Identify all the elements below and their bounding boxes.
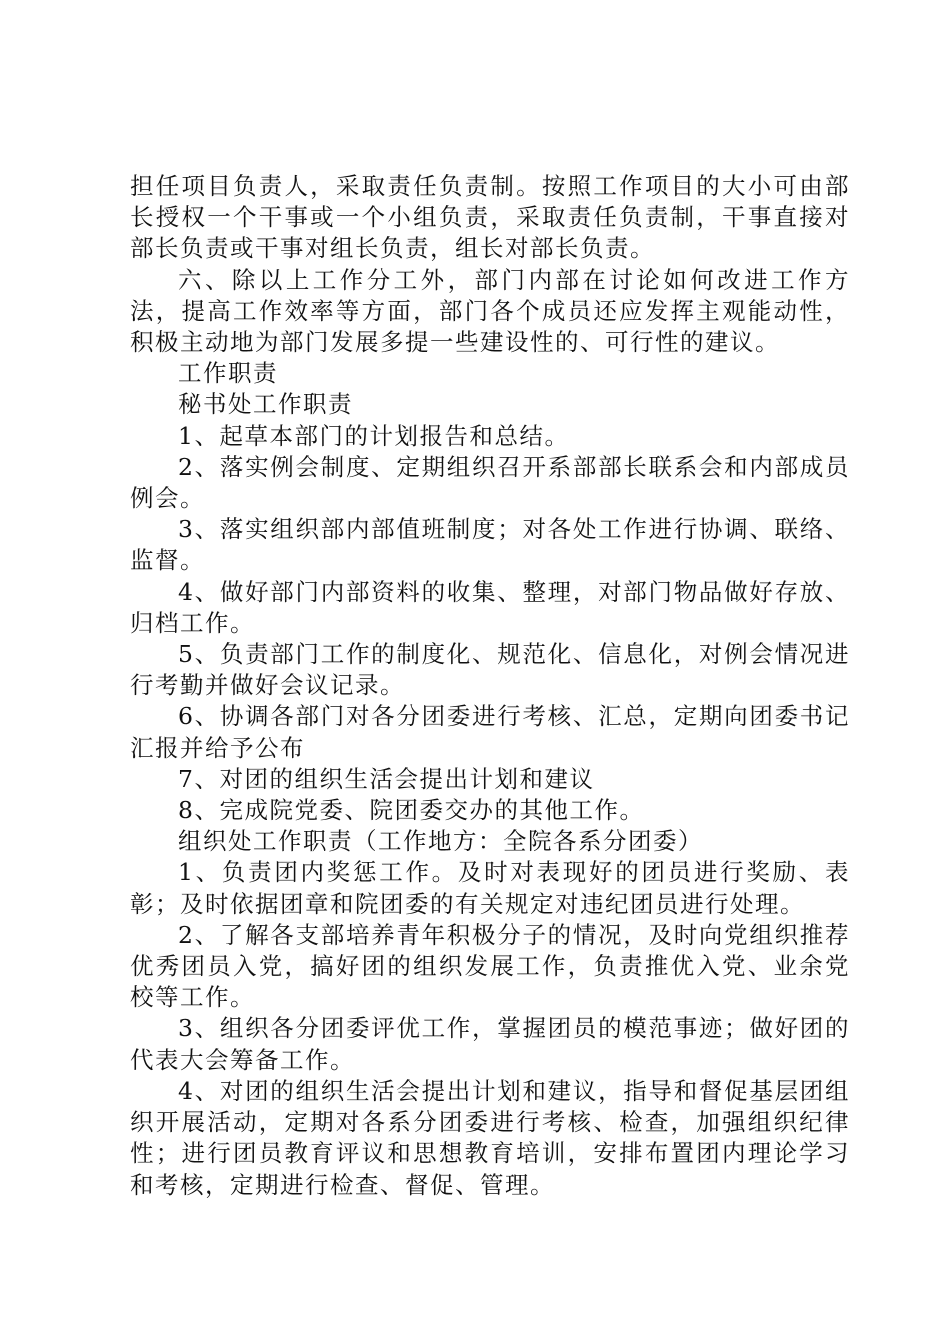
organization-duty-1: 1、负责团内奖惩工作。及时对表现好的团员进行奖励、表彰；及时依据团章和院团委的有关规定对违纪团员进行处理。 [130,858,850,918]
secretariat-duty-5: 5、负责部门工作的制度化、规范化、信息化，对例会情况进行考勤并做好会议记录。 [130,640,850,700]
secretariat-duty-2: 2、落实例会制度、定期组织召开系部部长联系会和内部成员例会。 [130,452,850,513]
section-heading-organization: 组织处工作职责（工作地方：全院各系分团委） [178,827,703,856]
secretariat-duty-6: 6、协调各部门对各分团委进行考核、汇总，定期向团委书记汇报并给予公布 [130,702,850,762]
secretariat-duty-7: 7、对团的组织生活会提出计划和建议 [178,764,595,793]
organization-duty-3: 3、组织各分团委评优工作，掌握团员的模范事迹；做好团的代表大会筹备工作。 [130,1014,850,1074]
secretariat-duty-1: 1、起草本部门的计划报告和总结。 [178,421,570,450]
document-body [130,171,850,1201]
section-heading-secretariat: 秘书处工作职责 [178,390,353,419]
paragraph-item-six: 六、除以上工作分工外，部门内部在讨论如何改进工作方法，提高工作效率等方面，部门各个成员还应发挥主观能动性，积极主动地为部门发展多提一些建设性的、可行性的建议。 [130,265,850,357]
secretariat-duty-3: 3、落实组织部内部值班制度；对各处工作进行协调、联络、监督。 [130,515,850,575]
organization-duty-2: 2、了解各支部培养青年积极分子的情况，及时向党组织推荐优秀团员入党，搞好团的组织发展工作，负责推优入党、业余党校等工作。 [130,920,850,1012]
organization-duty-4: 4、对团的组织生活会提出计划和建议，指导和督促基层团组织开展活动，定期对各系分团委进行考核、检查，加强组织纪律性；进行团员教育评议和思想教育培训，安排布置团内理论学习和考核，定期进行检查、督促、管理。 [130,1076,850,1199]
paragraph-continuation: 担任项目负责人，采取责任负责制。按照工作项目的大小可由部长授权一个干事或一个小组负责，采取责任负责制，干事直接对部长负责或干事对组长负责，组长对部长负责。 [130,172,850,263]
section-heading-duties: 工作职责 [178,359,278,388]
secretariat-duty-8: 8、完成院党委、院团委交办的其他工作。 [178,796,645,825]
secretariat-duty-4: 4、做好部门内部资料的收集、整理，对部门物品做好存放、归档工作。 [130,577,850,637]
